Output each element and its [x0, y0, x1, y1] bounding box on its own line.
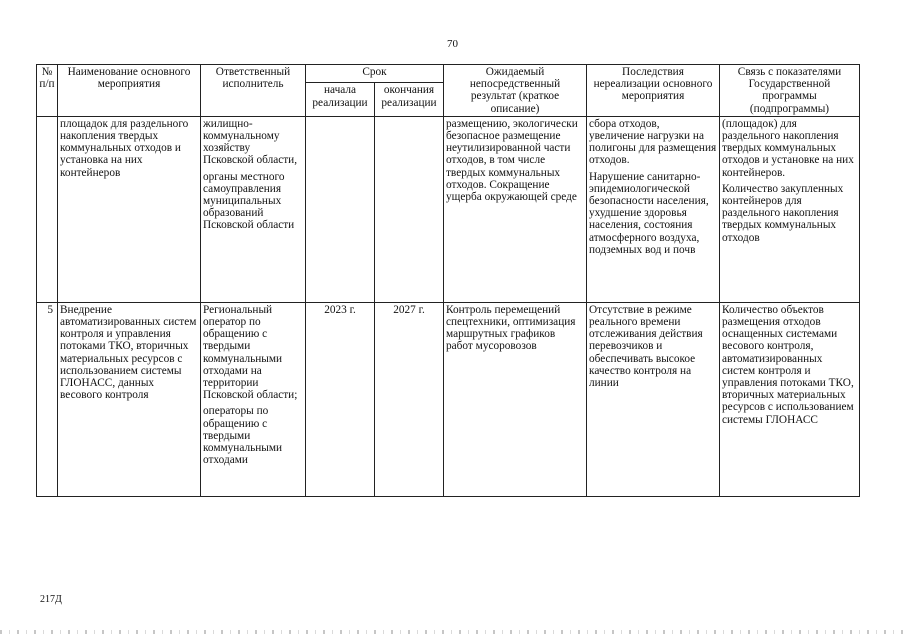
indicator-link-text: Количество закупленных контейнеров для раздельного накопления твердых коммунальных отходов: [722, 182, 844, 244]
start-year-cell: 2023 г.: [306, 302, 375, 496]
header-term: Срок: [306, 65, 444, 83]
indicator-link-cell: [720, 116, 860, 302]
expected-result-cell: размещению, экологически безопасное размещение неутилизированной части отходов, в том числе твердых коммунальных отходов. Сокращение ущерба окружающей среде: [444, 116, 587, 302]
header-term-end: окончания реализации: [375, 83, 444, 116]
table-row: [37, 116, 860, 302]
indicator-link-cell: Количество объектов размещения отходов оснащенных системами весового контроля, автоматизированных систем контроля и управления потоками ТКО, вторичных материальных ресурсов с использованием системы ГЛОНАСС: [720, 302, 860, 496]
consequences-cell: Отсутствие в режиме реального времени отслеживания действия перевозчиков и обеспечивать высокое качество контроля на линии: [587, 302, 720, 496]
end-year-cell: 2027 г.: [375, 302, 444, 496]
responsible-text: органы местного самоуправления муниципальных образований Псковской области: [203, 170, 295, 232]
header-term-start: начала реализации: [306, 83, 375, 116]
responsible-text: операторы по обращению с твердыми коммунальными отходами: [203, 405, 283, 467]
start-year-cell: [306, 116, 375, 302]
responsible-cell: [201, 302, 306, 496]
row-num-cell: 5: [37, 302, 58, 496]
measures-table: [36, 64, 860, 497]
header-consequences: Последствия нереализации основного мероприятия: [587, 65, 720, 117]
table-row: [37, 302, 860, 496]
consequences-text: Нарушение санитарно-эпидемиологической безопасности населения, ухудшение здоровья населения, состояния атмосферного воздуха, подземных вод и почв: [589, 170, 709, 256]
row-num-cell: [37, 116, 58, 302]
header-row-1: [37, 65, 860, 83]
header-num: № п/п: [37, 65, 58, 117]
header-expected: Ожидаемый непосредственный результат (краткое описание): [444, 65, 587, 117]
responsible-cell: [201, 116, 306, 302]
expected-result-cell: Контроль перемещений спецтехники, оптимизация маршрутных графиков работ мусоровозов: [444, 302, 587, 496]
responsible-text: Региональный оператор по обращению с твердыми коммунальными отходами на территории Псковской области;: [203, 303, 298, 402]
measure-name-cell: Внедрение автоматизированных систем контроля и управления потоками ТКО, вторичных материальных ресурсов с использованием системы ГЛОНАСС, данных весового контроля: [58, 302, 201, 496]
header-responsible: Ответственный исполнитель: [201, 65, 306, 117]
footer-code: 217Д: [40, 594, 62, 605]
header-link: Связь с показателями Государственной программы (подпрограммы): [720, 65, 860, 117]
measures-table-wrapper: [36, 64, 860, 497]
measure-name-cell: площадок для раздельного накопления твердых коммунальных отходов и установка на них контейнеров: [58, 116, 201, 302]
consequences-cell: [587, 116, 720, 302]
scan-edge-noise: [0, 630, 905, 634]
consequences-text: сбора отходов, увеличение нагрузки на полигоны для размещения отходов.: [589, 117, 717, 167]
end-year-cell: [375, 116, 444, 302]
page-number: 70: [447, 38, 458, 50]
responsible-text: жилищно-коммунальному хозяйству Псковской области,: [203, 117, 298, 167]
header-name: Наименование основного мероприятия: [58, 65, 201, 117]
indicator-link-text: (площадок) для раздельного накопления твердых коммунальных отходов и установке на них контейнеров.: [722, 117, 854, 179]
